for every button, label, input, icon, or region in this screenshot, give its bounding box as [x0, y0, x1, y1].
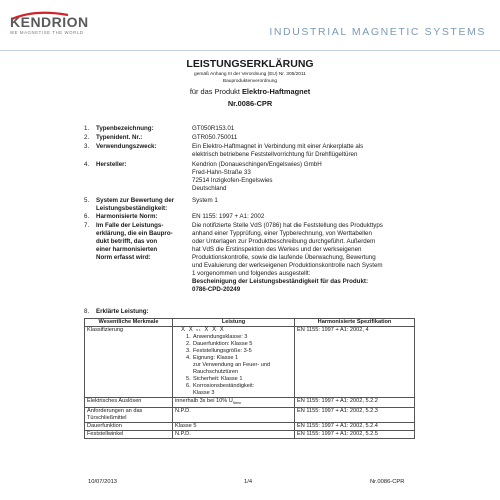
cell-spec: EN 1155: 1997 + A1: 2002, 5.2.3 [295, 408, 415, 423]
classification-item: Klasse 3 [193, 390, 215, 396]
cell-characteristic: Dauerfunktion [85, 423, 173, 431]
header-spec: Harmonisierte Spezifikation [295, 319, 415, 327]
item-label: Typenbezeichnung: [96, 125, 154, 132]
product-name: Elektro-Haftmagnet [242, 87, 311, 96]
kendrion-logo [10, 14, 120, 46]
table-header-row [85, 319, 415, 327]
item-value-bold: 0786-CPD-20249 [192, 286, 241, 293]
table-row [85, 398, 415, 408]
item-value-bold: Bescheinigung der Leistungsbeständigkeit für das Produkt: [192, 278, 369, 285]
item-label-cont: erklärung, die ein Baupro- [96, 230, 173, 237]
doc-title: LEISTUNGSERKLÄRUNG [186, 58, 314, 70]
doc-number: Nr.0086-CPR [227, 99, 273, 108]
footer-date: 10/07/2013 [88, 479, 118, 485]
item-label: System zur Bewertung der [96, 197, 175, 204]
doc-subtitle-regulation-name: Bauproduktenverordnung [222, 79, 278, 84]
classification-item: Rauchschutztüren [193, 369, 239, 375]
item-value: Die notifizierte Stelle VdS (0786) hat die Feststellung des Produkttyps [192, 222, 383, 229]
item-value: Produktionskontrolle, sowie die laufende Überwachung, Bewertung [192, 254, 376, 261]
cell-spec: EN 1155: 1997 + A1: 2002, 5.2.4 [295, 423, 415, 431]
header-title: INDUSTRIAL MAGNETIC SYSTEMS [269, 26, 486, 38]
item-label-cont: dukt betrifft, das von [96, 238, 158, 245]
item-label: Verwendungszweck: [96, 143, 157, 150]
header-characteristics: Wesentliche Merkmale [85, 319, 173, 327]
footer-page: 1/4 [244, 479, 253, 485]
item-label: Harmonisierte Norm: [96, 213, 158, 220]
product-prefix: für das Produkt [189, 87, 240, 96]
item-value: elektrisch betriebene Feststellvorrichtung für Drehflügeltüren [192, 151, 358, 158]
cell-performance: N.P.D. [173, 431, 295, 439]
cell-spec: EN 1155: 1997 + A1: 2002, 4 [295, 327, 415, 398]
item-value: anhand einer Typprüfung, einer Typberechnung, von Werttabellen [192, 230, 372, 237]
classification-item: 1. Anwendungsklasse: 3 [186, 334, 248, 340]
classification-item: zur Verwendung an Feuer- und [193, 362, 271, 368]
performance-table [84, 318, 415, 439]
item-value: EN 1155: 1997 + A1: 2002 [192, 213, 265, 220]
table-row [85, 327, 415, 398]
item-value: System 1 [192, 197, 218, 204]
classification-item: 5. Sicherheit: Klasse 1 [186, 376, 243, 382]
cell-characteristic: Anforderungen an das Türschließmittel [85, 408, 173, 423]
cell-spec: EN 1155: 1997 + A1: 2002, 5.2.2 [295, 398, 415, 408]
item-value: und Evaluierung der werkseigenen Produktionskontrolle nach System [192, 262, 383, 269]
classification-code: X X $^5_1$ X X X [181, 327, 225, 333]
item-label-cont: Leistungsbeständigkeit: [96, 205, 168, 212]
item-value: hat VdS die Erstinspektion des Werkes und der werkseigenen [192, 246, 362, 253]
item-number: 5. [84, 197, 90, 204]
item-value: GTR050.750011 [192, 134, 238, 141]
classification-item: 6. Korrosionsbeständigkeit: [186, 383, 255, 389]
page-header [0, 0, 500, 51]
table-row [85, 423, 415, 431]
table-row [85, 431, 415, 439]
item-value: Fred-Hahn-Straße 33 [192, 169, 251, 176]
item-value: Deutschland [192, 185, 227, 192]
item-number: 6. [84, 213, 90, 220]
brand-name: KENDRION [10, 14, 89, 30]
cell-performance: N.P.D. [173, 408, 295, 423]
footer-ref: Nr.0086-CPR [370, 479, 405, 485]
table-row [85, 408, 415, 423]
item-label-cont: einer harmonisierten [96, 246, 158, 253]
item-number: 7. [84, 222, 90, 229]
item-value: 72514 Inzigkofen-Engelswies [192, 177, 273, 184]
item-number: 1. [84, 125, 90, 132]
cell-characteristic: Feststellwinkel [85, 431, 173, 439]
cell-characteristic: Elektrisches Auslösen [85, 398, 173, 408]
item-label: Erklärte Leistung: [96, 308, 149, 315]
brand-tagline: WE MAGNETISE THE WORLD [10, 30, 84, 35]
cell-performance: innerhalb 3s bei 10% $U_{Nenn}$ [173, 398, 295, 408]
item-number: 4. [84, 161, 90, 168]
cell-spec: EN 1155: 1997 + A1: 2002, 5.2.5 [295, 431, 415, 439]
item-number: 2. [84, 134, 90, 141]
item-value: oder Unterlagen zur Produktbeschreibung durchgeführt. Außerdem [192, 238, 376, 245]
classification-item: 4. Eignung: Klasse 1 [186, 355, 239, 361]
cell-performance: Klasse 5 [173, 423, 295, 431]
item-number: 8. [84, 308, 90, 315]
item-label: Im Falle der Leistungs- [96, 222, 164, 229]
item-label-cont: Norm erfasst wird: [96, 254, 151, 261]
item-value: GT050R153.01 [192, 125, 235, 132]
classification-item: 3. Feststellungsgröße: 3-5 [186, 348, 252, 354]
item-label: Typenident. Nr.: [96, 134, 143, 141]
classification-item: 2. Dauerfunktion: Klasse 5 [186, 341, 253, 347]
header-performance: Leistung [173, 319, 295, 327]
classification-list [175, 334, 292, 397]
doc-subtitle-regulation: gemäß Anhang III der Verordnung (EU) Nr. 305/2011 [194, 72, 306, 77]
doc-product-line [0, 87, 500, 96]
item-value: Kendrion (Donaueschingen/Engelswies) GmbH [192, 161, 322, 168]
item-number: 3. [84, 143, 90, 150]
item-label: Hersteller: [96, 161, 127, 168]
cell-characteristic: Klassifizierung [85, 327, 173, 398]
item-value: 1 vorgenommen und folgendes ausgestellt: [192, 270, 311, 277]
item-value: Ein Elektro-Haftmagnet in Verbindung mit einer Ankerplatte als [192, 143, 364, 150]
cell-classification [173, 327, 295, 398]
